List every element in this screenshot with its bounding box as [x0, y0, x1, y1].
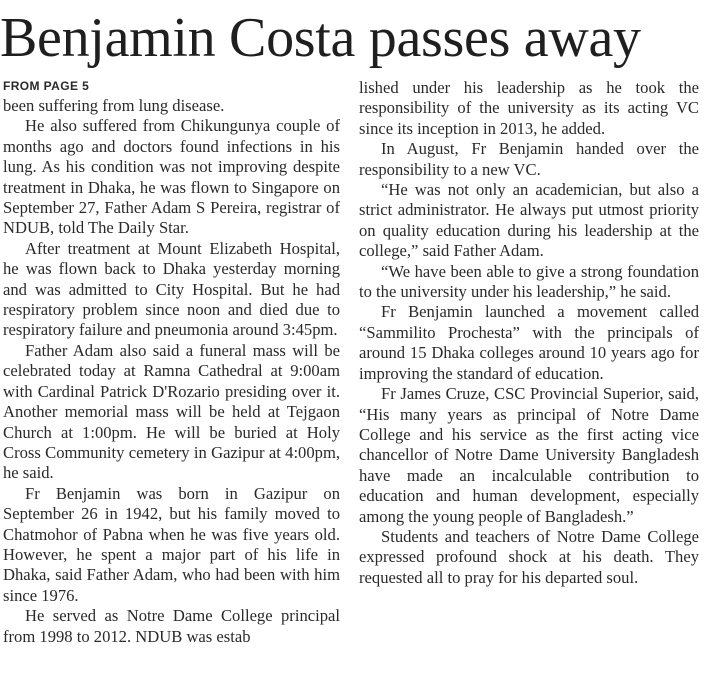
paragraph: lished under his leadership as he took the responsibility of the university as its acting VC since its inception in 2013, he added. — [359, 78, 699, 138]
paragraph: In August, Fr Benjamin handed over the responsibility to a new VC. — [359, 139, 699, 179]
paragraph: He served as Notre Dame College principal from 1998 to 2012. NDUB was estab — [3, 606, 340, 646]
paragraph: “He was not only an academician, but also a strict administrator. He always put utmost priority on quality education during his leadership at the college,” said Father Adam. — [359, 180, 699, 261]
paragraph: He also suffered from Chikungunya couple of months ago and doctors found infections in his lung. As his condition was not improving despite treatment in Dhaka, he was flown to Singapore on September 27, Father Adam S Pereira, registrar of NDUB, told The Daily Star. — [3, 116, 340, 238]
paragraph: “We have been able to give a strong foundation to the university under his leadership,” he said. — [359, 261, 699, 302]
paragraph: Fr Benjamin was born in Gazipur on September 26 in 1942, but his family moved to Chatmohor of Pabna when he was five years old. However, he spent a major part of his life in Dhaka, said Father Adam, who had been with him since 1976. — [3, 483, 340, 605]
paragraph: Father Adam also said a funeral mass will be celebrated today at Ramna Cathedral at 9:00am with Cardinal Patrick D'Rozario presiding over it. Another memorial mass will be held at Tejgaon Church at 1:00pm. He will be buried at Holy Cross Community cemetery in Gazipur at 4:00pm, he said. — [3, 340, 340, 483]
paragraph: Fr Benjamin launched a movement called “Sammilito Prochesta” with the principals of around 15 Dhaka colleges around 10 years ago for improving the standard of education. — [359, 302, 699, 383]
paragraph: Students and teachers of Notre Dame College expressed profound shock at his death. They requested all to pray for his departed soul. — [359, 526, 699, 587]
article-column-right — [359, 78, 699, 588]
headline: Benjamin Costa passes away — [0, 7, 641, 69]
jump-line: FROM PAGE 5 — [3, 79, 90, 93]
article-column-left — [3, 78, 340, 647]
paragraph: been suffering from lung disease. — [3, 96, 225, 115]
paragraph: After treatment at Mount Elizabeth Hospital, he was flown back to Dhaka yesterday morning and was admitted to City Hospital. But he had respiratory problem since noon and died due to respiratory failure and pneumonia around 3:45pm. — [3, 238, 340, 340]
paragraph: Fr James Cruze, CSC Provincial Superior, said, “His many years as principal of Notre Dame College and his service as the first acting vice chancellor of Notre Dame University Bangladesh have made an incalculable contribution to education and human development, especially among the young people of Bangladesh.” — [359, 384, 699, 526]
